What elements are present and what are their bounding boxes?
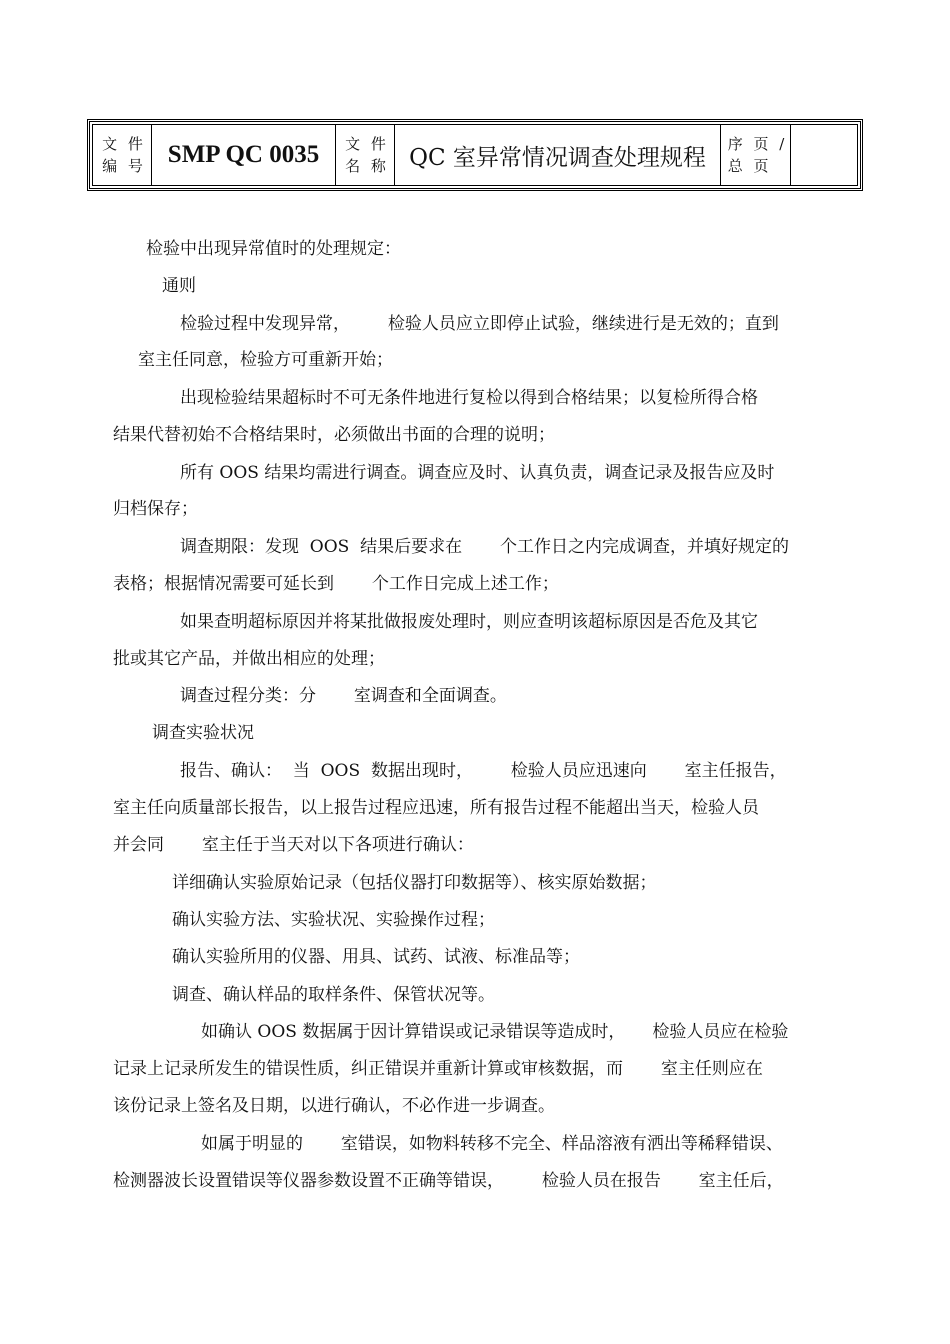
body-line: 如确认 OOS 数据属于因计算错误或记录错误等造成时， 检验人员应在检验 [201,1022,789,1042]
doc-no-cell [152,125,336,185]
doc-no-label-cell [93,125,152,185]
body-line: 如属于明显的 室错误，如物料转移不完全、样品溶液有洒出等稀释错误、 [201,1134,783,1154]
doc-name-label-cell [336,125,395,185]
body-line: 检验过程中发现异常， 检验人员应立即停止试验，继续进行是无效的；直到 [180,314,779,334]
page-label-1: 序 页 / [727,135,788,153]
body-line: 检测器波长设置错误等仪器参数设置不正确等错误， 检验人员在报告 室主任后， [113,1171,784,1191]
doc-name-label-2: 名 称 [345,157,389,175]
body-line: 该份记录上签名及日期，以进行确认，不必作进一步调查。 [113,1096,555,1116]
body-line: 所有 OOS 结果均需进行调查。调查应及时、认真负责，调查记录及报告应及时 [180,463,775,483]
body-line: 通则 [162,276,196,296]
body-line: 确认实验方法、实验状况、实验操作过程； [172,910,495,930]
body-line: 记录上记录所发生的错误性质，纠正错误并重新计算或审核数据，而 室主任则应在 [113,1059,763,1079]
doc-number: SMP QC 0035 [167,141,320,168]
body-line: 调查过程分类：分 室调查和全面调查。 [180,686,507,706]
doc-no-label-2: 编 号 [102,157,146,175]
body-line: 调查、确认样品的取样条件、保管状况等。 [172,985,495,1005]
body-line: 批或其它产品，并做出相应的处理； [113,649,385,669]
body-line: 归档保存； [113,499,198,519]
doc-title: QC 室异常情况调查处理规程 [409,144,706,171]
body-line: 室主任同意，检验方可重新开始； [138,350,393,370]
body-line: 结果代替初始不合格结果时，必须做出书面的合理的说明； [113,425,555,445]
page-label-cell [721,125,791,185]
body-line: 如果查明超标原因并将某批做报废处理时，则应查明该超标原因是否危及其它 [180,612,758,632]
body-line: 出现检验结果超标时不可无条件地进行复检以得到合格结果；以复检所得合格 [180,388,758,408]
body-line: 报告、确认： 当 OOS 数据出现时， 检验人员应迅速向 室主任报告， [180,761,787,781]
body-line: 调查期限：发现 OOS 结果后要求在 个工作日之内完成调查，并填好规定的 [180,537,789,557]
page-label-2: 总 页 [727,157,772,175]
document-header-table [87,119,863,191]
page-value-cell [791,125,857,185]
body-line: 检验中出现异常值时的处理规定： [146,239,401,259]
body-line: 表格；根据情况需要可延长到 个工作日完成上述工作； [113,574,559,594]
body-line: 并会同 室主任于当天对以下各项进行确认： [113,835,474,855]
body-line: 详细确认实验原始记录（包括仪器打印数据等）、核实原始数据； [172,873,657,893]
body-line: 确认实验所用的仪器、用具、试药、试液、标准品等； [172,947,580,967]
body-line: 室主任向质量部长报告，以上报告过程应迅速，所有报告过程不能超出当天，检验人员 [113,798,759,818]
doc-name-label-1: 文 件 [345,135,389,153]
doc-name-cell [395,125,721,185]
doc-no-label-1: 文 件 [102,135,146,153]
body-line: 调查实验状况 [152,723,254,743]
